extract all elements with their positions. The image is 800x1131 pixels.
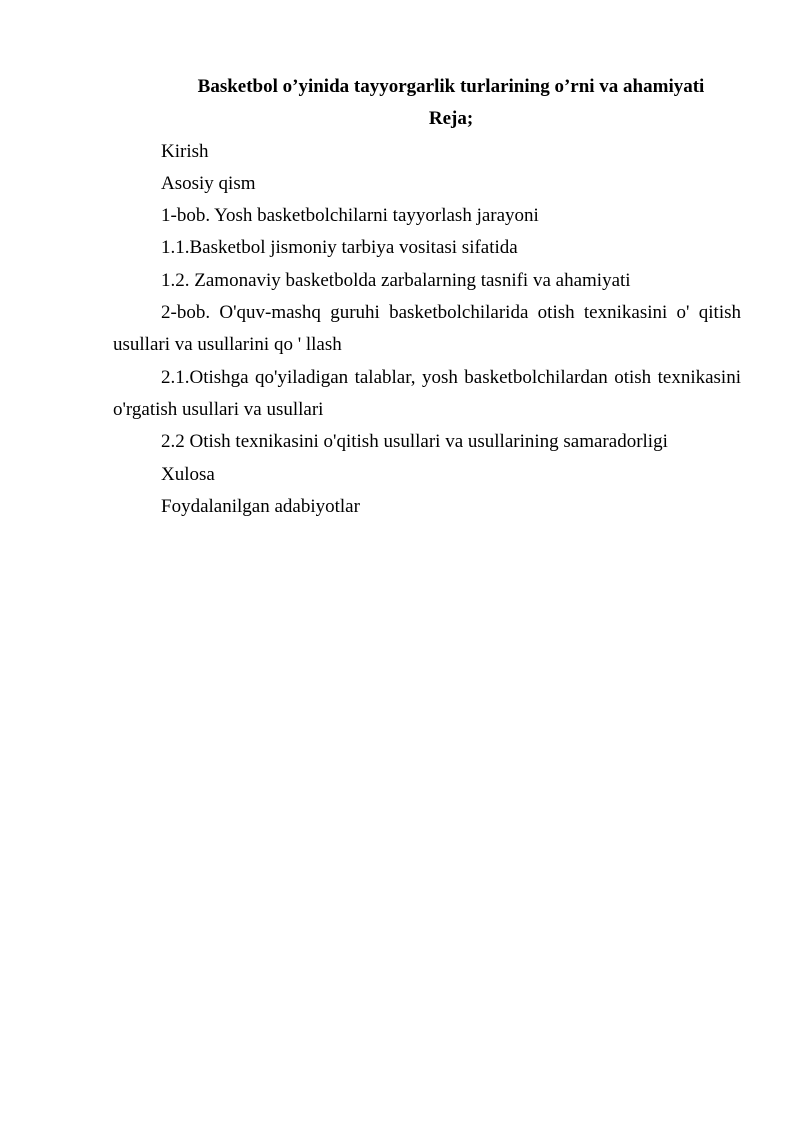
- outline-item-asosiy-qism: Asosiy qism: [161, 172, 256, 194]
- outline-item-adabiyotlar: Foydalanilgan adabiyotlar: [161, 495, 360, 517]
- document-title: Basketbol o’yinida tayyorgarlik turlarining o’rni va ahamiyati: [197, 76, 705, 97]
- outline-item-xulosa: Xulosa: [161, 463, 215, 485]
- document-content: [0, 0, 800, 523]
- outline-item-1-bob: 1-bob. Yosh basketbolchilarni tayyorlash jarayoni: [161, 205, 539, 227]
- outline-item-1-2: 1.2. Zamonaviy basketbolda zarbalarning tasnifi va ahamiyati: [161, 269, 631, 291]
- outline-item-2-1: 2.1.Otishga qo'yiladigan talablar, yosh basketbolchilardan otish texnikasini o'rgatish usullari va usullari: [113, 366, 741, 420]
- outline-item-2-bob: 2-bob. O'quv-mashq guruhi basketbolchilarida otish texnikasini o' qitish usullari va usullarini qo ' llash: [113, 302, 741, 356]
- document-subtitle: Reja;: [428, 108, 474, 130]
- outline-item-2-2: 2.2 Otish texnikasini o'qitish usullari va usullarining samaradorligi: [161, 431, 668, 453]
- outline-item-kirish: Kirish: [161, 140, 209, 162]
- outline-item-1-1: 1.1.Basketbol jismoniy tarbiya vositasi sifatida: [161, 237, 518, 259]
